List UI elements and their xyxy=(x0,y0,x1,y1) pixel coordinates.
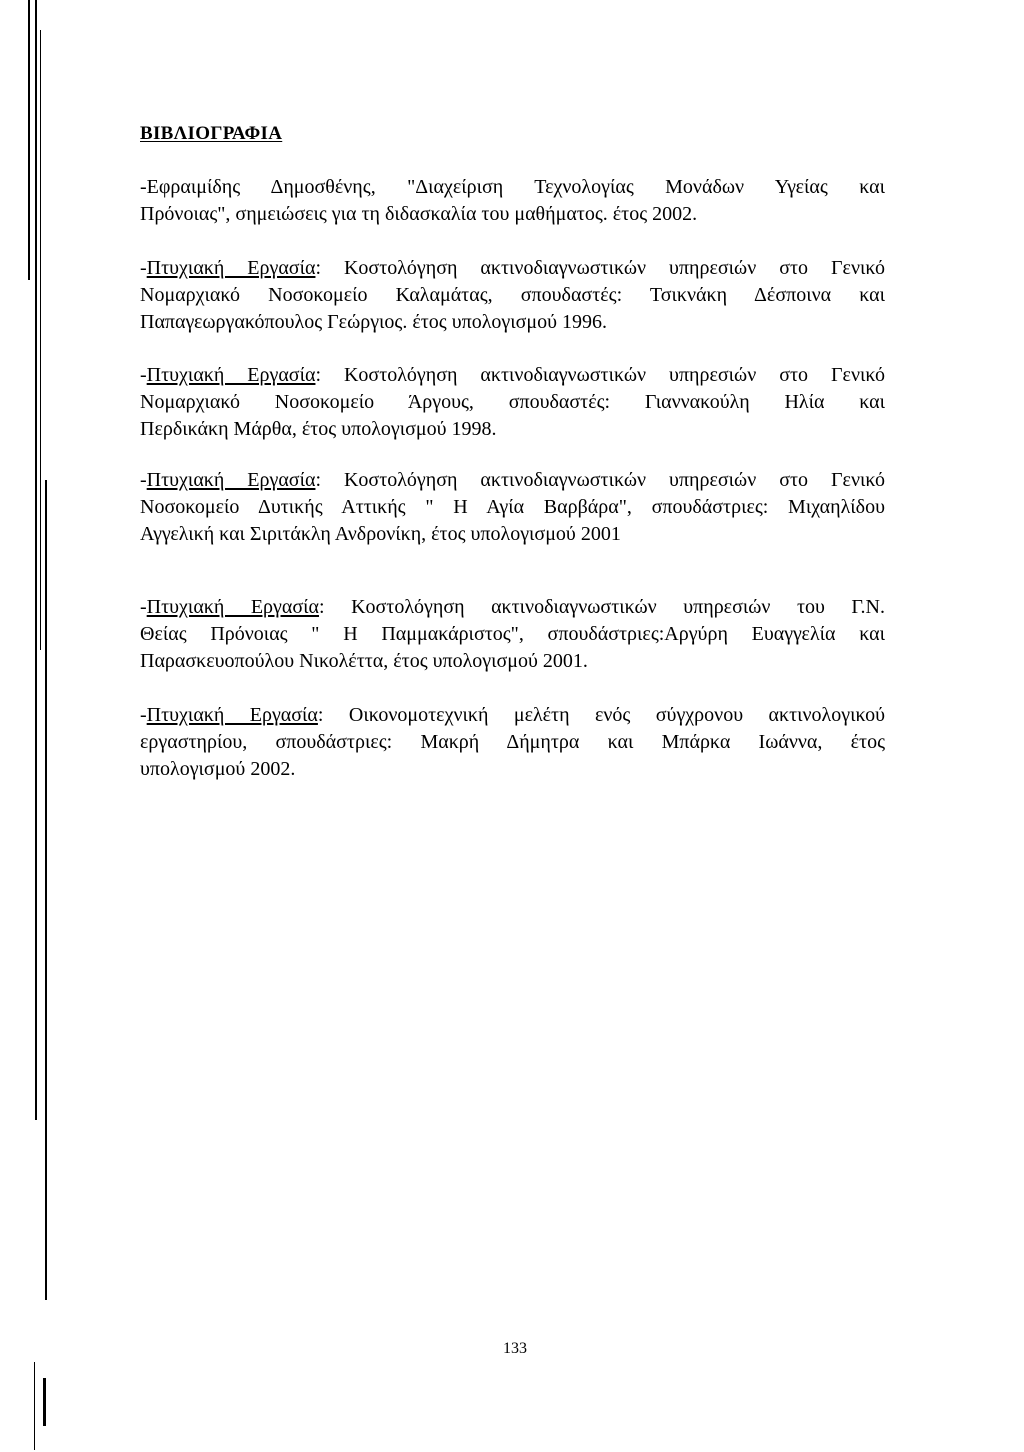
reference-line: εργαστηρίου, σπουδάστριες: Μακρή Δήμητρα και Μπάρκα Ιωάννα, έτος xyxy=(140,731,885,753)
reference-line: Αγγελική και Σιριτάκλη Ανδρονίκη, έτος υπολογισμού 2001 xyxy=(140,523,621,545)
reference-line xyxy=(140,702,885,729)
scan-edge-artifact xyxy=(40,30,41,650)
reference-entry xyxy=(140,594,885,675)
reference-line: Παπαγεωργακόπουλος Γεώργιος. έτος υπολογισμού 1996. xyxy=(140,311,608,333)
reference-line: Πρόνοιας", σημειώσεις για τη διδασκαλία του μαθήματος. έτος 2002. xyxy=(140,203,698,225)
reference-type-label: Πτυχιακή Εργασία xyxy=(146,596,319,618)
reference-type-label: Πτυχιακή Εργασία xyxy=(146,704,318,726)
reference-line: Περδικάκη Μάρθα, έτος υπολογισμού 1998. xyxy=(140,418,497,440)
reference-prefix: - xyxy=(140,364,147,386)
reference-first-line-text: : Κοστολόγηση ακτινοδιαγνωστικών υπηρεσιών στο Γενικό xyxy=(315,469,886,491)
scan-edge-artifact xyxy=(35,0,37,1120)
reference-first-line-text: : Κοστολόγηση ακτινοδιαγνωστικών υπηρεσιών του Γ.Ν. xyxy=(319,596,885,618)
reference-prefix: - xyxy=(140,469,147,491)
reference-entry xyxy=(140,174,885,228)
reference-line: Νοσοκομείο Δυτικής Αττικής " Η Αγία Βαρβάρα", σπουδάστριες: Μιχαηλίδου xyxy=(140,496,885,518)
reference-line: -Εφραιμίδης Δημοσθένης, "Διαχείριση Τεχνολογίας Μονάδων Υγείας και xyxy=(140,176,885,198)
reference-prefix: - xyxy=(140,596,147,618)
reference-prefix: - xyxy=(140,257,147,279)
reference-entry xyxy=(140,255,885,336)
reference-entry xyxy=(140,702,885,783)
reference-line: Νομαρχιακό Νοσοκομείο Άργους, σπουδαστές: Γιαννακούλη Ηλία και xyxy=(140,391,885,413)
page-title: ΒΙΒΛΙΟΓΡΑΦΙΑ xyxy=(140,123,283,144)
reference-first-line-text: : Οικονομοτεχνική μελέτη ενός σύγχρονου ακτινολογικού xyxy=(317,704,886,726)
reference-line xyxy=(140,362,885,389)
scan-edge-artifact xyxy=(34,1362,35,1450)
reference-entry xyxy=(140,362,885,443)
reference-type-label: Πτυχιακή Εργασία xyxy=(146,469,316,491)
reference-prefix: - xyxy=(140,704,147,726)
reference-type-label: Πτυχιακή Εργασία xyxy=(146,257,316,279)
reference-first-line-text: : Κοστολόγηση ακτινοδιαγνωστικών υπηρεσιών στο Γενικό xyxy=(315,257,886,279)
reference-entry xyxy=(140,467,885,548)
reference-line xyxy=(140,594,885,621)
reference-line: Νομαρχιακό Νοσοκομείο Καλαμάτας, σπουδαστές: Τσικνάκη Δέσποινα και xyxy=(140,284,885,306)
scan-edge-artifact xyxy=(45,480,47,1300)
reference-first-line-text: : Κοστολόγηση ακτινοδιαγνωστικών υπηρεσιών στο Γενικό xyxy=(315,364,886,386)
reference-line: υπολογισμού 2002. xyxy=(140,758,296,780)
page-number: 133 xyxy=(503,1340,527,1357)
scan-edge-artifact xyxy=(28,0,30,280)
reference-line: Θείας Πρόνοιας " Η Παμμακάριστος", σπουδάστριες:Αργύρη Ευαγγελία και xyxy=(140,623,885,645)
reference-line xyxy=(140,467,885,494)
scan-edge-artifact xyxy=(43,1378,46,1426)
reference-line: Παρασκευοπούλου Νικολέττα, έτος υπολογισμού 2001. xyxy=(140,650,588,672)
reference-type-label: Πτυχιακή Εργασία xyxy=(146,364,316,386)
reference-line xyxy=(140,255,885,282)
